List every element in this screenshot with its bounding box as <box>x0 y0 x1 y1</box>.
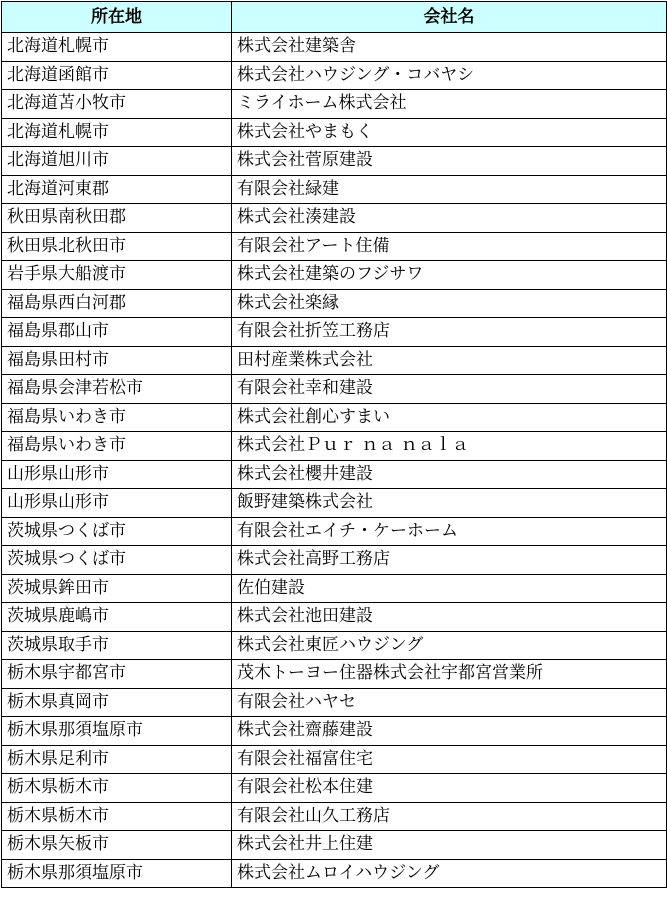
table-row <box>2 831 667 860</box>
table-body <box>2 33 667 888</box>
location-cell: 茨城県鉾田市 <box>2 574 232 603</box>
location-cell: 栃木県宇都宮市 <box>2 660 232 689</box>
location-cell: 茨城県つくば市 <box>2 517 232 546</box>
company-name-cell: 田村産業株式会社 <box>232 346 667 375</box>
location-cell: 福島県いわき市 <box>2 403 232 432</box>
location-cell: 栃木県那須塩原市 <box>2 717 232 746</box>
company-name-cell: 株式会社Ｐｕｒ ｎａ ｎａｌａ <box>232 432 667 461</box>
table-row <box>2 375 667 404</box>
table-row <box>2 232 667 261</box>
location-cell: 福島県西白河郡 <box>2 289 232 318</box>
location-cell: 岩手県大船渡市 <box>2 261 232 290</box>
table-row <box>2 432 667 461</box>
table-row <box>2 346 667 375</box>
header-row <box>2 2 667 33</box>
company-name-cell: 有限会社山久工務店 <box>232 802 667 831</box>
table-row <box>2 289 667 318</box>
company-name-cell: 株式会社楽縁 <box>232 289 667 318</box>
table-row <box>2 175 667 204</box>
company-name-cell: 有限会社幸和建設 <box>232 375 667 404</box>
location-cell: 茨城県取手市 <box>2 631 232 660</box>
table-row <box>2 859 667 888</box>
table-row <box>2 660 667 689</box>
location-cell: 栃木県真岡市 <box>2 688 232 717</box>
table-row <box>2 204 667 233</box>
location-cell: 北海道札幌市 <box>2 33 232 62</box>
company-name-cell: 株式会社ハウジング・コバヤシ <box>232 61 667 90</box>
company-name-cell: 有限会社ハヤセ <box>232 688 667 717</box>
location-cell: 福島県郡山市 <box>2 318 232 347</box>
company-name-cell: 株式会社井上住建 <box>232 831 667 860</box>
table-row <box>2 261 667 290</box>
table-row <box>2 574 667 603</box>
location-cell: 山形県山形市 <box>2 460 232 489</box>
table-row <box>2 318 667 347</box>
company-table <box>1 1 667 888</box>
company-name-cell: 株式会社建築舎 <box>232 33 667 62</box>
table-row <box>2 517 667 546</box>
company-name-cell: 有限会社福富住宅 <box>232 745 667 774</box>
table-row <box>2 460 667 489</box>
location-cell: 福島県いわき市 <box>2 432 232 461</box>
company-name-cell: 株式会社湊建設 <box>232 204 667 233</box>
company-name-cell: 株式会社高野工務店 <box>232 546 667 575</box>
location-cell: 栃木県栃木市 <box>2 802 232 831</box>
location-cell: 北海道苫小牧市 <box>2 90 232 119</box>
table-row <box>2 546 667 575</box>
company-name-cell: 飯野建築株式会社 <box>232 489 667 518</box>
location-cell: 福島県会津若松市 <box>2 375 232 404</box>
location-cell: 栃木県栃木市 <box>2 774 232 803</box>
company-name-cell: 佐伯建設 <box>232 574 667 603</box>
table-row <box>2 631 667 660</box>
location-cell: 北海道札幌市 <box>2 118 232 147</box>
location-cell: 秋田県北秋田市 <box>2 232 232 261</box>
company-name-cell: 株式会社齋藤建設 <box>232 717 667 746</box>
location-cell: 山形県山形市 <box>2 489 232 518</box>
company-name-cell: ミライホーム株式会社 <box>232 90 667 119</box>
table-row <box>2 802 667 831</box>
table-row <box>2 403 667 432</box>
location-cell: 北海道河東郡 <box>2 175 232 204</box>
table-row <box>2 717 667 746</box>
table-row <box>2 61 667 90</box>
company-name-cell: 有限会社エイチ・ケーホーム <box>232 517 667 546</box>
company-name-cell: 株式会社やまもく <box>232 118 667 147</box>
location-cell: 栃木県那須塩原市 <box>2 859 232 888</box>
location-cell: 茨城県鹿嶋市 <box>2 603 232 632</box>
company-name-cell: 株式会社建築のフジサワ <box>232 261 667 290</box>
table-row <box>2 489 667 518</box>
table-row <box>2 33 667 62</box>
company-name-cell: 有限会社アート住備 <box>232 232 667 261</box>
location-cell: 北海道函館市 <box>2 61 232 90</box>
table-row <box>2 688 667 717</box>
location-cell: 秋田県南秋田郡 <box>2 204 232 233</box>
location-cell: 福島県田村市 <box>2 346 232 375</box>
company-name-cell: 茂木トーヨー住器株式会社宇都宮営業所 <box>232 660 667 689</box>
table-row <box>2 774 667 803</box>
table-row <box>2 118 667 147</box>
location-cell: 茨城県つくば市 <box>2 546 232 575</box>
table-row <box>2 745 667 774</box>
location-cell: 栃木県足利市 <box>2 745 232 774</box>
company-name-cell: 株式会社池田建設 <box>232 603 667 632</box>
company-name-cell: 有限会社折笠工務店 <box>232 318 667 347</box>
company-name-cell: 株式会社菅原建設 <box>232 147 667 176</box>
header-company-name: 会社名 <box>232 2 667 33</box>
company-name-cell: 有限会社松本住建 <box>232 774 667 803</box>
location-cell: 栃木県矢板市 <box>2 831 232 860</box>
table-row <box>2 90 667 119</box>
location-cell: 北海道旭川市 <box>2 147 232 176</box>
header-location: 所在地 <box>2 2 232 33</box>
company-name-cell: 有限会社緑建 <box>232 175 667 204</box>
company-name-cell: 株式会社創心すまい <box>232 403 667 432</box>
table-row <box>2 147 667 176</box>
table-row <box>2 603 667 632</box>
company-name-cell: 株式会社櫻井建設 <box>232 460 667 489</box>
company-name-cell: 株式会社ムロイハウジング <box>232 859 667 888</box>
company-name-cell: 株式会社東匠ハウジング <box>232 631 667 660</box>
